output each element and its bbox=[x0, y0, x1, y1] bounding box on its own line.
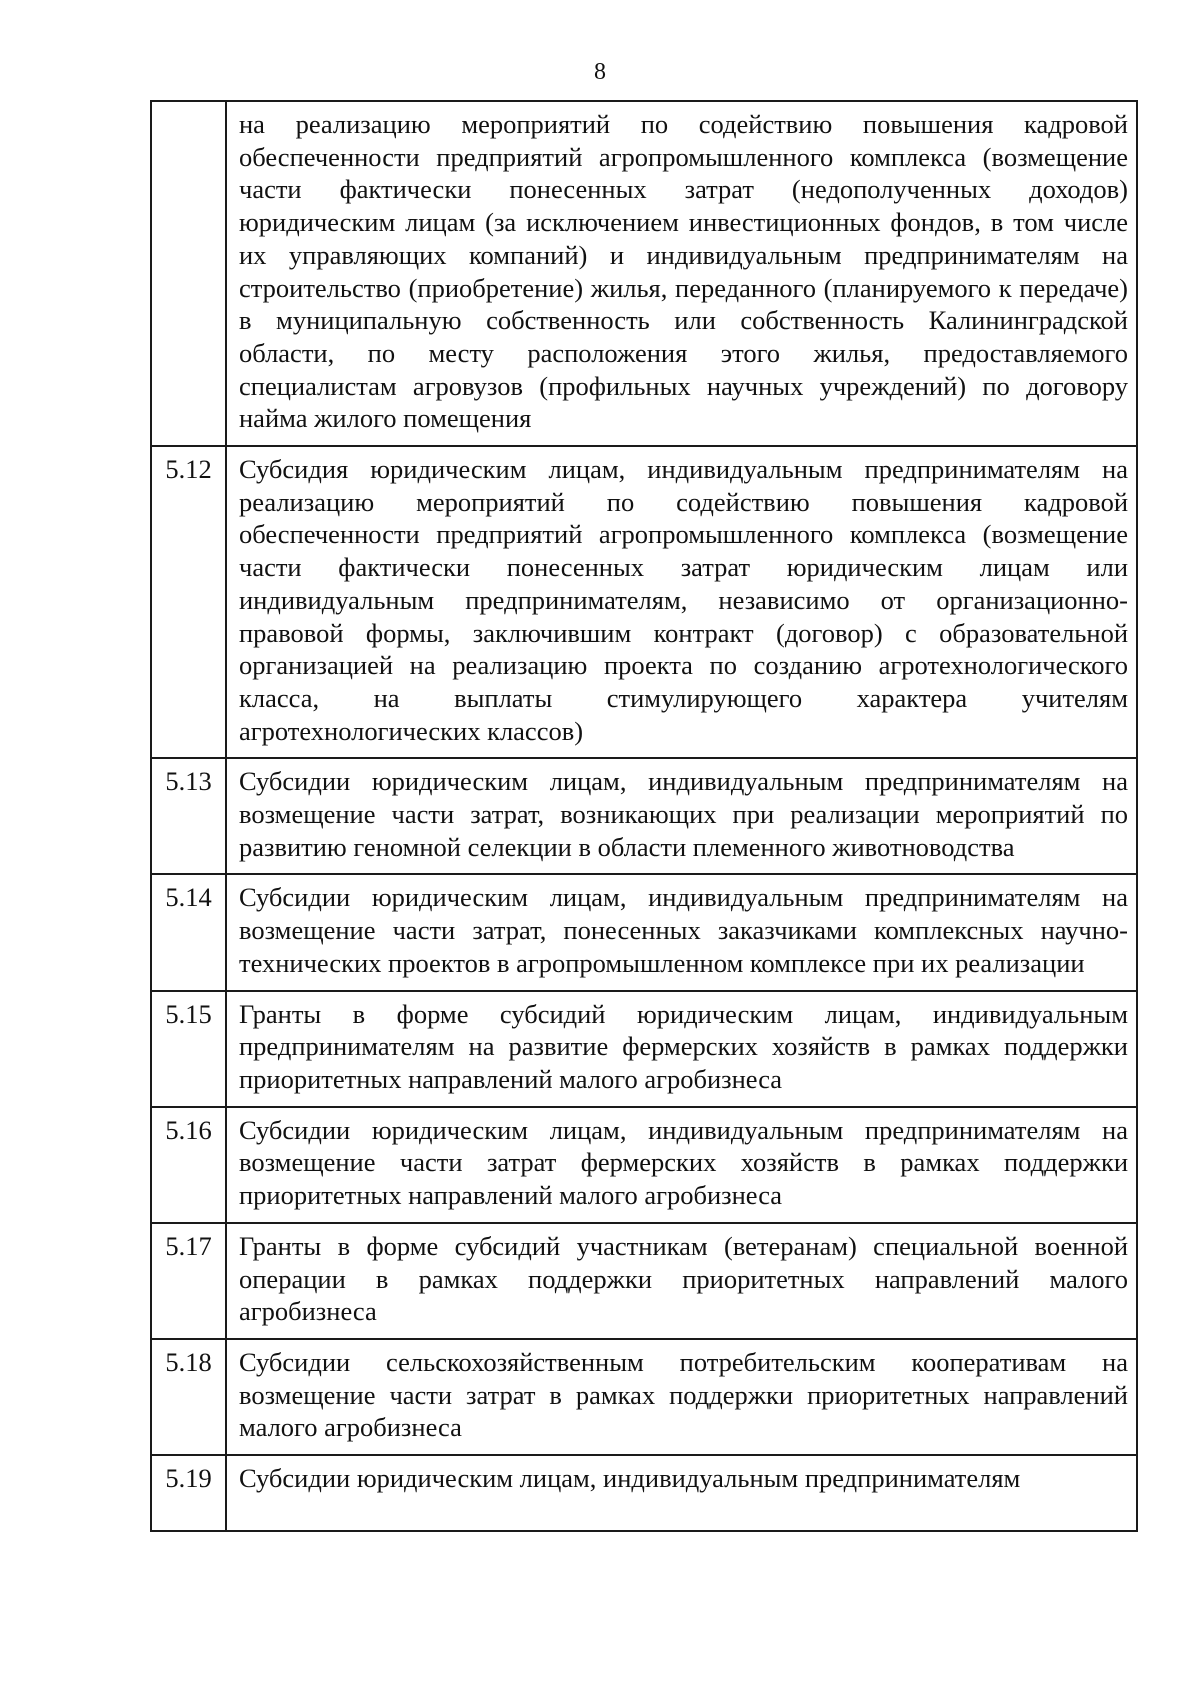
table-row bbox=[151, 1339, 1137, 1455]
table-row bbox=[151, 874, 1137, 990]
row-number-cell: 5.13 bbox=[151, 758, 226, 874]
table-row bbox=[151, 1107, 1137, 1223]
row-number-cell: 5.12 bbox=[151, 446, 226, 758]
row-number-cell: 5.18 bbox=[151, 1339, 226, 1455]
table-row bbox=[151, 1455, 1137, 1531]
row-text-cell: Субсидии юридическим лицам, индивидуальным предпринимателям на возмещение части затрат, возникающих при реализации мероприятий по развитию геномной селекции в области племенного животноводства bbox=[226, 758, 1137, 874]
table-row bbox=[151, 1223, 1137, 1339]
row-number-cell: 5.19 bbox=[151, 1455, 226, 1531]
row-text-cell: Субсидия юридическим лицам, индивидуальным предпринимателям на реализацию мероприятий по содействию повышения кадровой обеспеченности предприятий агропромышленного комплекса (возмещение части фактически понесенных затрат юридическим лицам или индивидуальным предпринимателям, независимо от организационно-правовой формы, заключившим контракт (договор) с образовательной организацией на реализацию проекта по созданию агротехнологического класса, на выплаты стимулирующего характера учителям агротехнологических классов) bbox=[226, 446, 1137, 758]
row-number-cell: 5.14 bbox=[151, 874, 226, 990]
row-number-cell: 5.16 bbox=[151, 1107, 226, 1223]
table-row bbox=[151, 758, 1137, 874]
row-number-cell: 5.15 bbox=[151, 991, 226, 1107]
row-text-cell: на реализацию мероприятий по содействию повышения кадровой обеспеченности предприятий агропромышленного комплекса (возмещение части фактически понесенных затрат (недополученных доходов) юридическим лицам (за исключением инвестиционных фондов, в том числе их управляющих компаний) и индивидуальным предпринимателям на строительство (приобретение) жилья, переданного (планируемого к передаче) в муниципальную собственность или собственность Калининградской области, по месту расположения этого жилья, предоставляемого специалистам агровузов (профильных научных учреждений) по договору найма жилого помещения bbox=[226, 101, 1137, 446]
row-text-cell: Гранты в форме субсидий юридическим лицам, индивидуальным предпринимателям на развитие фермерских хозяйств в рамках поддержки приоритетных направлений малого агробизнеса bbox=[226, 991, 1137, 1107]
table-row bbox=[151, 101, 1137, 446]
table-row bbox=[151, 446, 1137, 758]
row-text-cell: Гранты в форме субсидий участникам (ветеранам) специальной военной операции в рамках поддержки приоритетных направлений малого агробизнеса bbox=[226, 1223, 1137, 1339]
measures-table bbox=[150, 100, 1138, 1532]
row-number-cell bbox=[151, 101, 226, 446]
row-text-cell: Субсидии юридическим лицам, индивидуальным предпринимателям bbox=[226, 1455, 1137, 1531]
table-row bbox=[151, 991, 1137, 1107]
row-number-cell: 5.17 bbox=[151, 1223, 226, 1339]
row-text-cell: Субсидии юридическим лицам, индивидуальным предпринимателям на возмещение части затрат фермерских хозяйств в рамках поддержки приоритетных направлений малого агробизнеса bbox=[226, 1107, 1137, 1223]
row-text-cell: Субсидии юридическим лицам, индивидуальным предпринимателям на возмещение части затрат, понесенных заказчиками комплексных научно-технических проектов в агропромышленном комплексе при их реализации bbox=[226, 874, 1137, 990]
page-number: 8 bbox=[594, 59, 606, 85]
row-text-cell: Субсидии сельскохозяйственным потребительским кооперативам на возмещение части затрат в рамках поддержки приоритетных направлений малого агробизнеса bbox=[226, 1339, 1137, 1455]
